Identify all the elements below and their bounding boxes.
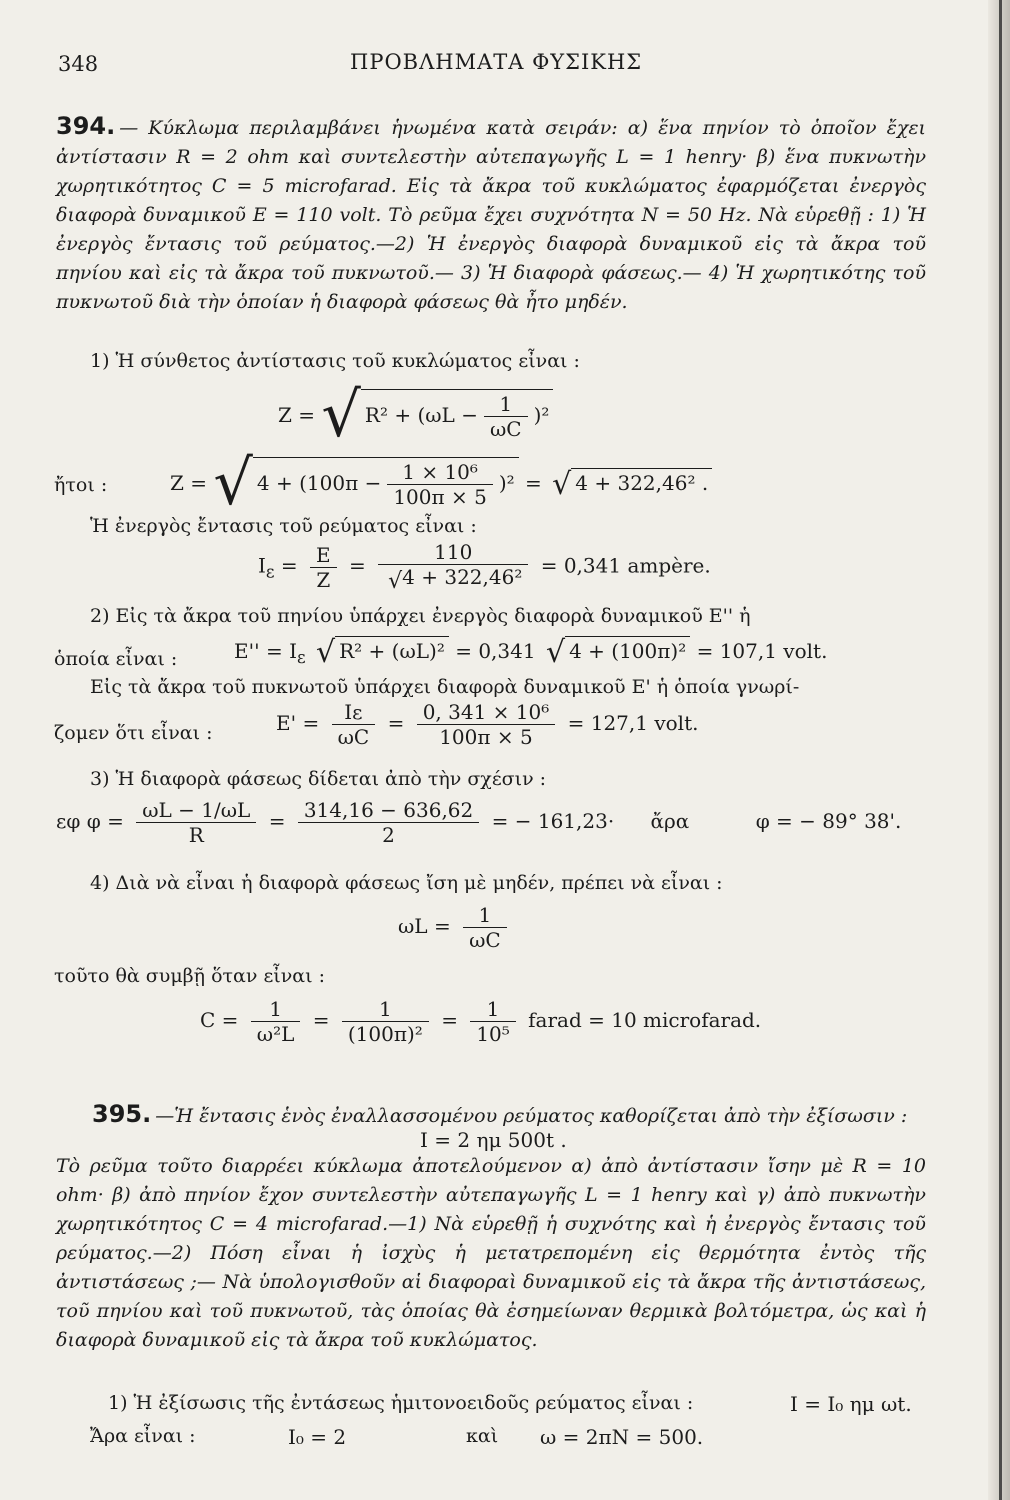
fraction-denominator: ωC bbox=[463, 927, 507, 952]
impedance-formula-close: )² bbox=[533, 403, 550, 427]
solution-4b-line: τοῦτο θὰ συμβῇ ὅταν εἶναι : bbox=[54, 965, 326, 987]
sqrt-sign: √ bbox=[321, 378, 361, 451]
capacitance-fraction-3 bbox=[470, 997, 515, 1046]
effective-current-intro: Ἡ ἐνεργὸς ἔντασις τοῦ ρεύματος εἶναι : bbox=[90, 515, 477, 537]
phase-formula bbox=[56, 798, 901, 847]
problem-395-omega: ω = 2πN = 500. bbox=[540, 1425, 704, 1449]
solution-4-line: 4) Διὰ νὰ εἶναι ἡ διαφορὰ φάσεως ἴση μὲ μηδέν, πρέπει νὰ εἶναι : bbox=[90, 872, 723, 894]
fraction-numerator: 0, 341 × 10⁶ bbox=[422, 700, 550, 724]
coil-voltage-left: E'' = I bbox=[234, 639, 297, 663]
impedance-numeric-inner: 4 + (100π − bbox=[256, 471, 382, 495]
fraction-denominator: √4 + 322,46² bbox=[378, 564, 528, 594]
capacitance-fraction-1 bbox=[251, 997, 301, 1046]
fraction-denominator: ωC bbox=[332, 724, 376, 749]
problem-395-kai: καὶ bbox=[466, 1425, 499, 1447]
fraction-denominator: Z bbox=[310, 567, 337, 592]
impedance-numeric-close: )² bbox=[498, 471, 515, 495]
problem-394-statement bbox=[56, 112, 926, 317]
impedance-numeric-formula bbox=[170, 446, 712, 519]
fraction-denominator: R bbox=[136, 822, 256, 847]
impedance-formula-fraction bbox=[484, 392, 528, 441]
fraction-numerator: 1 bbox=[499, 392, 513, 416]
coil-voltage-radicand: R² + (ωL)² bbox=[335, 636, 449, 663]
solution-2b-line: Εἰς τὰ ἄκρα τοῦ πυκνωτοῦ ὑπάρχει διαφορὰ δυναμικοῦ E' ἡ ὁποία γνωρί- bbox=[90, 676, 800, 698]
impedance-formula-inner: R² + (ωL − bbox=[364, 403, 478, 427]
resonance-left: ωL = bbox=[398, 914, 451, 938]
fraction-denominator: (100π)² bbox=[342, 1021, 429, 1046]
page-number: 348 bbox=[58, 52, 99, 76]
equals-sign: = bbox=[268, 809, 286, 833]
solution-1-intro: 1) Ἡ σύνθετος ἀντίστασις τοῦ κυκλώματος εἶναι : bbox=[90, 350, 580, 372]
fraction-denominator: 10⁵ bbox=[470, 1021, 515, 1046]
impedance-formula bbox=[278, 378, 553, 451]
problem-395-solution-1-line: 1) Ἡ ἐξίσωσις τῆς ἐντάσεως ἡμιτονοειδοῦς ρεύματος εἶναι : bbox=[108, 1392, 694, 1414]
coil-voltage-result: = 107,1 volt. bbox=[696, 639, 828, 663]
current-subscript: ε bbox=[265, 562, 275, 582]
capacitance-fraction-2 bbox=[342, 997, 429, 1046]
capacitor-voltage-left: E' = bbox=[276, 711, 320, 735]
capacitor-voltage-result: = 127,1 volt. bbox=[567, 711, 699, 735]
problem-395-sine-equation: I = I₀ ημ ωt. bbox=[790, 1392, 912, 1416]
problem-395-heading bbox=[92, 1100, 932, 1131]
sqrt-sign: √ bbox=[315, 635, 336, 670]
sqrt-sign: √ bbox=[213, 446, 253, 519]
capacitor-voltage-value-fraction bbox=[417, 700, 556, 749]
equals-sign: = bbox=[387, 711, 405, 735]
running-title: ΠΡΟΒΛΗΜΑΤΑ ΦΥΣΙΚΗΣ bbox=[350, 50, 643, 74]
capacitor-voltage-fraction bbox=[332, 700, 376, 749]
current-value-fraction bbox=[378, 540, 528, 594]
phase-value-fraction bbox=[298, 798, 479, 847]
fraction-denominator-text: 4 + 322,46² bbox=[402, 565, 523, 589]
capacitor-voltage-formula bbox=[276, 700, 698, 749]
fraction-numerator: 110 bbox=[434, 540, 473, 564]
solution-2b-label: ζομεν ὅτι εἶναι : bbox=[54, 722, 213, 744]
current-result: = 0,341 ampère. bbox=[540, 553, 711, 578]
impedance-numeric-fraction bbox=[387, 460, 493, 509]
solution-3-line: 3) Ἡ διαφορὰ φάσεως δίδεται ἀπὸ τὴν σχέσιν : bbox=[90, 768, 547, 790]
fraction-numerator: 1 bbox=[486, 997, 500, 1021]
equals-sign: = bbox=[312, 1008, 330, 1032]
equals-sign: = bbox=[280, 553, 298, 578]
current-fraction bbox=[310, 543, 337, 592]
problem-395-heading-text: —Ἡ ἔντασις ἑνὸς ἐναλλασσομένου ρεύματος καθορίζεται ἀπὸ τὴν ἐξίσωσιν : bbox=[155, 1105, 908, 1127]
coil-voltage-formula bbox=[234, 635, 827, 670]
sqrt-sign: √ bbox=[545, 635, 566, 670]
current-subscript: ε bbox=[296, 648, 306, 667]
fraction-numerator: 314,16 − 636,62 bbox=[303, 798, 474, 822]
capacitance-left: C = bbox=[200, 1008, 239, 1032]
problem-394-text: — Κύκλωμα περιλαμβάνει ἡνωμένα κατὰ σειράν: α) ἕνα πηνίον τὸ ὁποῖον ἔχει ἀντίστασιν R = 2 ohm καὶ συντελεστὴν αὐτεπαγωγῆς L = 1 henry· β) ἕνα πυκνωτὴν χωρητικότητος C = 5 microfarad. Εἰς τὰ ἄκρα τοῦ κυκλώματος ἐφαρμόζεται ἐνεργὸς διαφορὰ δυναμικοῦ E = 110 volt. Τὸ ρεῦμα ἔχει συχνότητα N = 50 Hz. Νὰ εὑρεθῇ : 1) Ἡ ἐνεργὸς ἔντασις τοῦ ρεύματος.—2) Ἡ ἐνεργὸς διαφορὰ δυναμικοῦ εἰς τὰ ἄκρα τοῦ πηνίου καὶ εἰς τὰ ἄκρα τοῦ πυκνωτοῦ.— 3) Ἡ διαφορὰ φάσεως.— 4) Ἡ χωρητικότης τοῦ πυκνωτοῦ διὰ τὴν ὁποίαν ἡ διαφορὰ φάσεως θὰ ἦτο μηδέν. bbox=[56, 117, 926, 313]
equals-sign: = bbox=[349, 553, 366, 578]
phase-formula-fraction bbox=[136, 798, 256, 847]
page-edge-line bbox=[999, 0, 1002, 1500]
problem-395-statement: Τὸ ρεῦμα τοῦτο διαρρέει κύκλωμα ἀποτελούμενον α) ἀπὸ ἀντίστασιν ἴσην μὲ R = 10 ohm· β) ἀπὸ πηνίον ἔχον συντελεστὴν αὐτεπαγωγῆς L = 1 henry καὶ γ) ἀπὸ πυκνωτὴν χωρητικότητος C = 4 microfarad.—1) Νὰ εὑρεθῇ ἡ συχνότης καὶ ἡ ἐνεργὸς ἔντασις τοῦ ρεύματος.—2) Πόση εἶναι ἡ ἰσχὺς ἡ μετατρεπομένη εἰς θερμότητα ἐντὸς τῆς ἀντιστάσεως ;— Νὰ ὑπολογισθοῦν αἱ διαφοραὶ δυναμικοῦ εἰς τὰ ἄκρα τῆς ἀντιστάσεως, τοῦ πηνίου καὶ τοῦ πυκνωτοῦ, τὰς ὁποίας θὰ ἐσημείωναν θερμικὰ βολτόμετρα, ὡς καὶ ἡ διαφορὰ δυναμικοῦ εἰς τὰ ἄκρα τοῦ κυκλώματος. bbox=[56, 1155, 926, 1351]
fraction-denominator: 2 bbox=[298, 822, 479, 847]
impedance-numeric-left: Z = bbox=[170, 471, 208, 495]
phase-angle-result: φ = − 89° 38'. bbox=[755, 809, 902, 833]
phase-tan-result: = − 161,23· bbox=[491, 809, 615, 833]
fraction-denominator: 100π × 5 bbox=[387, 484, 493, 509]
itoi-label: ἤτοι : bbox=[54, 474, 108, 496]
impedance-numeric-equals: = bbox=[525, 471, 542, 495]
ara-word: ἄρα bbox=[650, 809, 690, 833]
coil-voltage-radicand-2: 4 + (100π)² bbox=[565, 636, 690, 663]
equals-sign: = bbox=[441, 1008, 458, 1032]
effective-current-formula bbox=[258, 540, 711, 594]
sqrt-sign: √ bbox=[552, 467, 572, 502]
resonance-formula bbox=[398, 903, 513, 952]
fraction-numerator: 1 bbox=[378, 997, 392, 1021]
impedance-formula-left: Z = bbox=[278, 403, 316, 427]
fraction-numerator: 1 bbox=[478, 903, 492, 927]
fraction-numerator: ωL − 1/ωL bbox=[142, 798, 251, 822]
coil-voltage-mid: = 0,341 bbox=[455, 639, 536, 663]
problem-395-number: 395. bbox=[92, 1100, 152, 1128]
problem-395-amplitude: I₀ = 2 bbox=[288, 1425, 347, 1449]
fraction-denominator: 100π × 5 bbox=[417, 724, 556, 749]
fraction-denominator: ωC bbox=[484, 416, 528, 441]
fraction-numerator: 1 × 10⁶ bbox=[402, 460, 478, 484]
problem-395-ara-label: Ἄρα εἶναι : bbox=[90, 1425, 196, 1447]
capacitance-result: farad = 10 microfarad. bbox=[528, 1008, 762, 1032]
fraction-numerator: E bbox=[316, 542, 331, 567]
resonance-fraction bbox=[463, 903, 507, 952]
solution-2-label: ὁποία εἶναι : bbox=[54, 648, 178, 670]
phase-formula-left: εφ φ = bbox=[56, 809, 124, 833]
fraction-numerator: Iε bbox=[344, 700, 363, 724]
fraction-denominator: ω²L bbox=[251, 1021, 301, 1046]
fraction-numerator: 1 bbox=[269, 997, 282, 1021]
problem-394-number: 394. bbox=[56, 112, 116, 140]
capacitance-formula bbox=[200, 997, 761, 1046]
page-header bbox=[50, 44, 970, 84]
problem-395-equation: I = 2 ημ 500t . bbox=[420, 1128, 567, 1152]
current-symbol: I bbox=[258, 553, 266, 578]
solution-2-line: 2) Εἰς τὰ ἄκρα τοῦ πηνίου ὑπάρχει ἐνεργὸς διαφορὰ δυναμικοῦ E'' ἡ bbox=[90, 605, 751, 627]
impedance-numeric-result: 4 + 322,46² . bbox=[571, 468, 712, 495]
